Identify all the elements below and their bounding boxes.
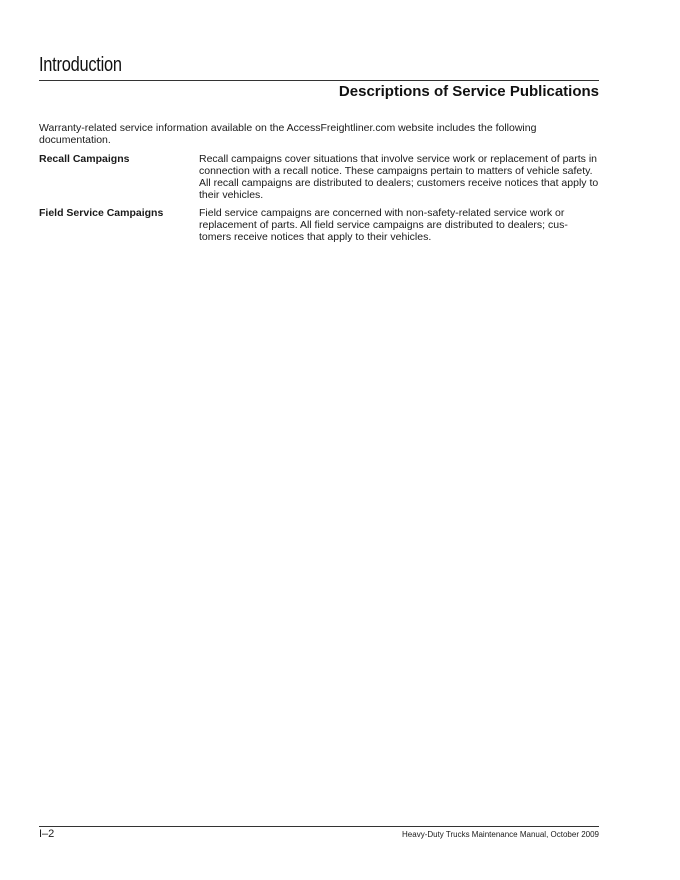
definition-item-recall-campaigns	[39, 153, 599, 201]
manual-title: Heavy-Duty Trucks Maintenance Manual, October 2009	[402, 830, 599, 839]
definition-term: Field Service Campaigns	[39, 207, 164, 219]
footer-divider	[39, 826, 599, 827]
definition-description: Field service campaigns are concerned with non-safety-related service work or replacement of parts. All field service campaigns are distributed to dealers; cus-tomers receive notices that apply to their vehicles.	[199, 207, 568, 243]
definition-item-field-service-campaigns	[39, 207, 599, 243]
page-number: I–2	[39, 828, 55, 840]
definition-list	[39, 153, 599, 249]
section-title: Descriptions of Service Publications	[338, 83, 599, 100]
intro-paragraph: Warranty-related service information available on the AccessFreightliner.com website includes the following documentation.	[39, 122, 537, 146]
definition-description: Recall campaigns cover situations that involve service work or replacement of parts in connection with a recall notice. These campaigns pertain to matters of vehicle safety. All recall campaigns are distributed to dealers; customers receive notices that apply to their vehicles.	[199, 153, 599, 201]
definition-term: Recall Campaigns	[39, 153, 130, 165]
chapter-title: Introduction	[39, 54, 122, 76]
header-divider	[39, 80, 599, 81]
